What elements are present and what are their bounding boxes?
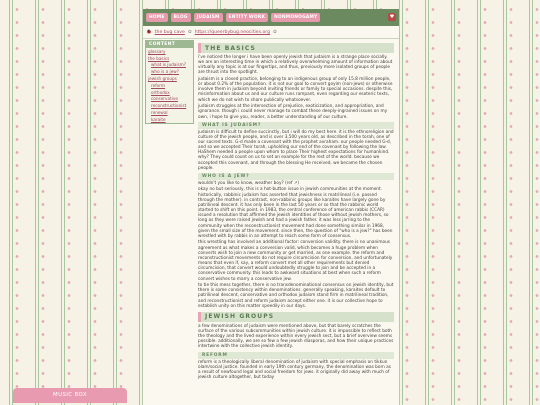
bug-icon-right: ✿ [273,29,277,35]
nav-entity-work[interactable]: ENTITY WORK [226,13,269,22]
sidebar-item-renewal[interactable]: renewal [151,109,168,115]
sidebar-box [145,40,194,124]
sidebar-item-reform[interactable]: reform [151,82,165,88]
nav-home[interactable]: HOME [146,13,168,22]
nav-nonmonogamy[interactable]: NONMONOGAMY [271,13,320,22]
bug-icon: 🐞 [146,29,152,35]
paragraph-who-2: okay no but seriously, this is a hot-button issue in jewish communities at the moment. historically, rabbinic judaism has asserted that jewishness is matrilineal (i.e. passed through the mother). in contrast, non-rabbinic groups like karaites have largely gone by patrilineal descent. it has only been in the last 50 years or so that the rabbinic world started to shift on this point. in 1983, the central conference of american rabbis (CCAR) issued a resolution that affirmed the jewish identities of those without jewish mothers, so long as they were raised jewish and had a jewish father. it was less jarring to the community when the reconstructionist movement had done something similar in 1968, given the small size of the movement. since then, the question of "who is a jew?" has been wrestled with by rabbis in an attempt to reach some form of consensus. [198,187,393,239]
subsection-reform: REFORM [198,352,394,359]
sidebar-list [146,48,193,123]
sidebar-item-reconstructionist[interactable]: reconstructionist [151,103,187,109]
sidebar-item-orthodox[interactable]: orthodox [151,89,170,95]
sidebar-item-what-is-judaism[interactable]: what is judaism? [151,62,186,68]
paragraph-intro: i've noticed the longer i have been openly jewish that judaism is a strange place socially. we are an interesting time in which a relatively overwhelming amount of information about virtually any topic is at our fingertips, and thus, previously more isolated groups of people are thrust into the spotlight. [198,55,393,76]
subsection-what-is-judaism: WHAT IS JUDAISM? [198,122,394,129]
separator-icon: ✿ [187,29,192,35]
paragraph-judaism: judaism is difficult to define succinctly, but i will do my best here. it is the ethnoreligion and culture of the jewish people, and is over 3,500 years old, as described in the torah, one of our sacred texts. G-d made a covenant with the prophet avraham. our people needed G-d, and so we accepted Their torah, upholding our end of the covenant by following the law. HaShem needed a people upon whom to place Their highest expectations for humankind. why? They could count on us to set an example for the rest of the world. because we accepted this covenant, and through the blessing He received, we became the chosen people. [198,129,394,171]
paragraph-reform: reform is a theologically liberal denomination of judaism with special emphasis on tikkun olam/social justice. founded in early 19th century germany, the denomination was born as a result of newfound legal and social freedom for jews. it originally did away with much of jewish culture altogether, but today [198,359,391,381]
sidebar-title: CONTENT [146,41,193,48]
sidebar [145,40,194,124]
url-bar [143,26,399,39]
sidebar-item-who-is-a-jew[interactable]: who is a jew? [151,69,179,75]
nav-judaism[interactable]: JUDAISM [194,13,223,22]
sidebar-item-karaite[interactable]: karaite [151,116,166,122]
heart-icon[interactable]: ♥ [389,14,395,20]
subsection-who-is-a-jew: WHO IS A JEW? [198,173,394,180]
sidebar-item-glossary[interactable]: glossary [148,48,166,54]
section-jewish-groups: JEWISH GROUPS [198,312,394,322]
sidebar-item-the-basics[interactable]: the basics [148,55,170,61]
sidebar-item-conservative[interactable]: conservative [151,96,178,102]
content-window [142,9,400,405]
section-the-basics: THE BASICS [198,43,394,53]
paragraph-intro-3: judaism struggles at the intersection of prejudice, exoticization, and appropriation, and ignorance. though i could never manage to combat these deeply-ingrained issues on my own, i hope to give you, reader, a better understanding of our culture. [198,104,388,120]
paragraph-intro-2: judaism is a closed practice, belonging to an indigenous group of only 15.8 million people, or about 0.2% of the population. it is not our goal to convert goyim (non-jews) or otherwise involve them in judaism beyond inviting friends or family to special occasions. despite this, misinformation about us and our culture runs rampant, even regarding our esoteric texts, which we do not wish to share publically whatsoever. [198,77,393,103]
paragraph-who-3: this wrestling has involved an additional factor: conversion validity. there is no unanimous agreement as what makes a conversion valid, which becomes a huge problem when converts wish to join a new community or get married, as one example. the reform and reconstructionist movements do not require circumcision for conversion, and unfortunately means that even if, say, a reform convert met all other requirements but denied circumcision, that convert would undoubtedly struggle to join and be accepted in a conservative community. this leads to awkward situations at best when such a reform convert wishes to marry a conservative jew. [198,240,393,282]
music-box-button[interactable]: MUSIC BOX [13,388,127,403]
paragraph-who-4: to tie this mess together, there is no transdenominational consensus on jewish identity, but there is some consistency within denominations. generally speaking, karaites default to patrilineal descent, conservative and orthodox judaism stand firm in matrilineal tradition, and reconstructionist and reform judaism accept either one. it is our collective hope to establish unity on this matter speedily in our days. [198,283,394,309]
paragraph-who-1: wouldn't you like to know, weather boy? (ref ↗) [198,180,300,186]
sidebar-item-jewish-groups[interactable]: jewish groups [148,75,177,81]
top-navigation [143,9,399,26]
main-content [198,40,394,382]
site-url-link[interactable]: https://queerbybug.neocities.org [194,29,271,35]
paragraph-groups: a few denominations of judaism were mentioned above, but that barely scratches the surface of the various subcommunities within jewish culture. it is impossible to reflect both the theology and the lived experience within every jewish sect, but a brief overview seems possible. additionally, we are so few a few jewish diasporas, and how their unique practices intertwine with the collective jewish identity. [198,323,394,350]
site-name-link[interactable]: the bug cave [154,29,185,35]
nav-blog[interactable]: BLOG [171,13,191,22]
